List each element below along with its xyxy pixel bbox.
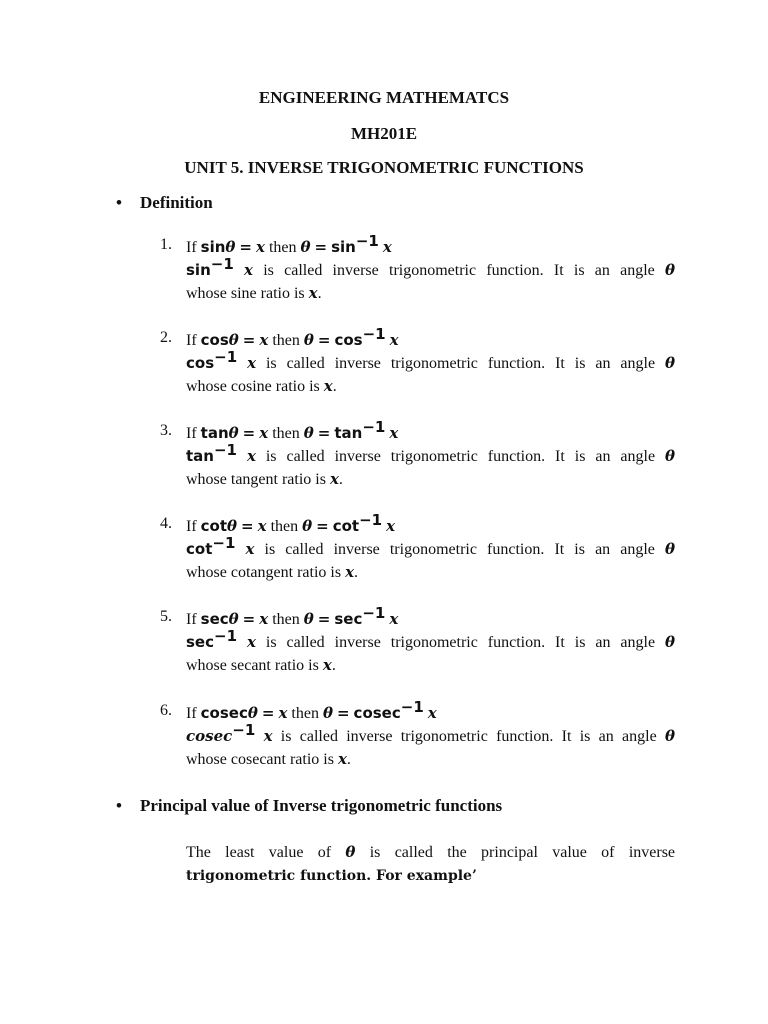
item-description: $\tan^{-1} x$ is called inverse trigonometric function. It is an angle θ bbox=[186, 441, 676, 465]
paragraph-line-2: trigonometric function. For example’ bbox=[186, 868, 477, 884]
item-ratio: whose sine ratio is x. bbox=[186, 284, 322, 302]
bullet-icon: • bbox=[116, 193, 122, 212]
item-equation: If cosθ = x then $\theta = \cos^{-1} x$ bbox=[186, 325, 399, 349]
item-ratio: whose secant ratio is x. bbox=[186, 656, 336, 674]
item-description: $\sec^{-1} x$ is called inverse trigonometric function. It is an angle θ bbox=[186, 627, 676, 651]
paragraph-line-1: The least value of θ is called the principal value of inverse bbox=[186, 843, 676, 861]
definition-item-6 bbox=[160, 698, 676, 771]
definition-title: Definition bbox=[140, 193, 213, 212]
item-description: $\cos^{-1} x$ is called inverse trigonometric function. It is an angle θ bbox=[186, 348, 676, 372]
definition-item-2 bbox=[160, 325, 676, 398]
item-number: 6. bbox=[160, 702, 172, 719]
item-equation: If tanθ = x then $\theta = \tan^{-1} x$ bbox=[186, 418, 399, 442]
unit-title: UNIT 5. INVERSE TRIGONOMETRIC FUNCTIONS bbox=[184, 158, 584, 177]
item-number: 2. bbox=[160, 329, 172, 346]
item-ratio: whose cotangent ratio is x. bbox=[186, 563, 359, 581]
item-equation: If cotθ = x then $\theta = \cot^{-1} x$ bbox=[186, 511, 396, 535]
item-number: 3. bbox=[160, 422, 172, 439]
item-number: 5. bbox=[160, 608, 172, 625]
item-equation: If secθ = x then $\theta = \sec^{-1} x$ bbox=[186, 604, 399, 628]
definition-item-3 bbox=[160, 418, 676, 491]
item-equation: If sinθ = x then $\theta = \sin^{-1} x$ bbox=[186, 232, 392, 256]
item-ratio: whose cosine ratio is x. bbox=[186, 377, 337, 395]
item-equation: If cosecθ = x then θ = cosec$^{-1}$ x bbox=[186, 698, 437, 722]
definition-item-1 bbox=[160, 232, 676, 305]
course-title: ENGINEERING MATHEMATCS bbox=[258, 88, 510, 107]
item-number: 4. bbox=[160, 515, 172, 532]
course-code: MH201E bbox=[350, 124, 418, 143]
principal-heading bbox=[116, 796, 502, 816]
definition-item-4 bbox=[160, 511, 676, 584]
item-description: $\sin^{-1} x$ is called inverse trigonometric function. It is an angle θ bbox=[186, 255, 676, 279]
item-number: 1. bbox=[160, 236, 172, 253]
item-description: cosec$^{-1}$ x is called inverse trigonometric function. It is an angle θ bbox=[186, 721, 676, 745]
item-ratio: whose tangent ratio is x. bbox=[186, 470, 343, 488]
principal-title: Principal value of Inverse trigonometric functions bbox=[140, 796, 503, 815]
definition-heading bbox=[116, 193, 213, 213]
definition-item-5 bbox=[160, 604, 676, 677]
item-ratio: whose cosecant ratio is x. bbox=[186, 750, 351, 768]
item-description: $\cot^{-1} x$ is called inverse trigonometric function. It is an angle θ bbox=[186, 534, 676, 558]
bullet-icon: • bbox=[116, 796, 122, 815]
principal-paragraph bbox=[186, 840, 675, 888]
